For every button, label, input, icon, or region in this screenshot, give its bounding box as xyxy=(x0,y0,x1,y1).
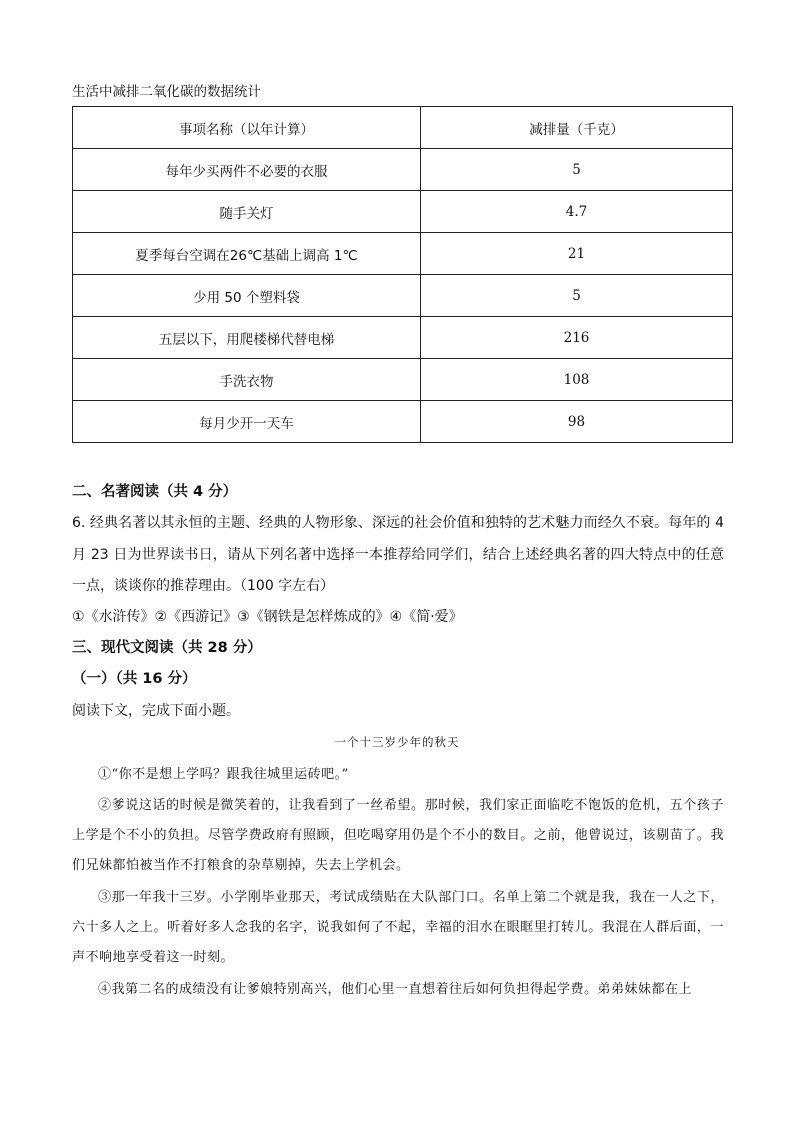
table-row xyxy=(73,317,733,359)
story-paragraph-1: ①“你不是想上学吗？跟我往城里运砖吧。” xyxy=(98,767,349,782)
column-header-amount: 减排量（千克） xyxy=(421,107,733,149)
cell-amount: 4.7 xyxy=(421,191,733,233)
cell-item: 每年少买两件不必要的衣服 xyxy=(73,149,421,191)
cell-amount: 5 xyxy=(421,275,733,317)
cell-amount: 108 xyxy=(421,359,733,401)
cell-amount: 98 xyxy=(421,401,733,443)
cell-item: 随手关灯 xyxy=(73,191,421,233)
table-row xyxy=(73,401,733,443)
cell-item: 夏季每台空调在26℃基础上调高 1℃ xyxy=(73,233,421,275)
story-paragraph-3: ③那一年我十三岁。小学刚毕业那天，考试成绩贴在大队部门口。名单上第二个就是我，我在一人之下，六十多人之上。听着好多人念我的名字，说我如何了不起，幸福的泪水在眼眶里打转儿。我混在人群后面，一声不响地享受着这一时刻。 xyxy=(72,890,724,965)
subsection-1-title: （一）（共 16 分） xyxy=(72,671,197,687)
story-paragraph-4: ④我第二名的成绩没有让爹娘特别高兴，他们心里一直想着往后如何负担得起学费。弟弟妹妹都在上 xyxy=(98,982,693,997)
cell-item: 五层以下，用爬楼梯代替电梯 xyxy=(73,317,421,359)
reading-instruction: 阅读下文，完成下面小题。 xyxy=(72,703,240,719)
column-header-item: 事项名称（以年计算） xyxy=(73,107,421,149)
section-3-title: 三、现代文阅读（共 28 分） xyxy=(72,640,262,656)
story-paragraph-2: ②爹说这话的时候是微笑着的，让我看到了一丝希望。那时候，我们家正面临吃不饱饭的危机，五个孩子上学是个不小的负担。尽管学费政府有照顾，但吃喝穿用仍是个不小的数目。之前，他曾说过，该剔苗了。我们兄妹都怕被当作不打粮食的杂草剔掉，失去上学机会。 xyxy=(72,798,724,873)
table-row xyxy=(73,191,733,233)
cell-amount: 21 xyxy=(421,233,733,275)
cell-item: 每月少开一天车 xyxy=(73,401,421,443)
book-options: ①《水浒传》②《西游记》③《钢铁是怎样炼成的》④《简·爱》 xyxy=(72,609,463,625)
table-header-row xyxy=(73,107,733,149)
table-row xyxy=(73,149,733,191)
section-2-title: 二、名著阅读（共 4 分） xyxy=(72,484,238,500)
cell-item: 手洗衣物 xyxy=(73,359,421,401)
story-title: 一个十三岁少年的秋天 xyxy=(334,735,460,749)
cell-amount: 216 xyxy=(421,317,733,359)
table-row xyxy=(73,275,733,317)
table-caption: 生活中减排二氧化碳的数据统计 xyxy=(72,84,261,100)
cell-amount: 5 xyxy=(421,149,733,191)
table-row xyxy=(73,233,733,275)
question-6: 6. 经典名著以其永恒的主题、经典的人物形象、深远的社会价值和独特的艺术魅力而经久不衰。每年的 4 月 23 日为世界读书日，请从下列名著中选择一本推荐给同学们，结合上述经典名著的四大特点中的任意一点，谈谈你的推荐理由。（100 字左右） xyxy=(72,515,724,594)
cell-item: 少用 50 个塑料袋 xyxy=(73,275,421,317)
table-row xyxy=(73,359,733,401)
emission-table xyxy=(72,106,733,443)
